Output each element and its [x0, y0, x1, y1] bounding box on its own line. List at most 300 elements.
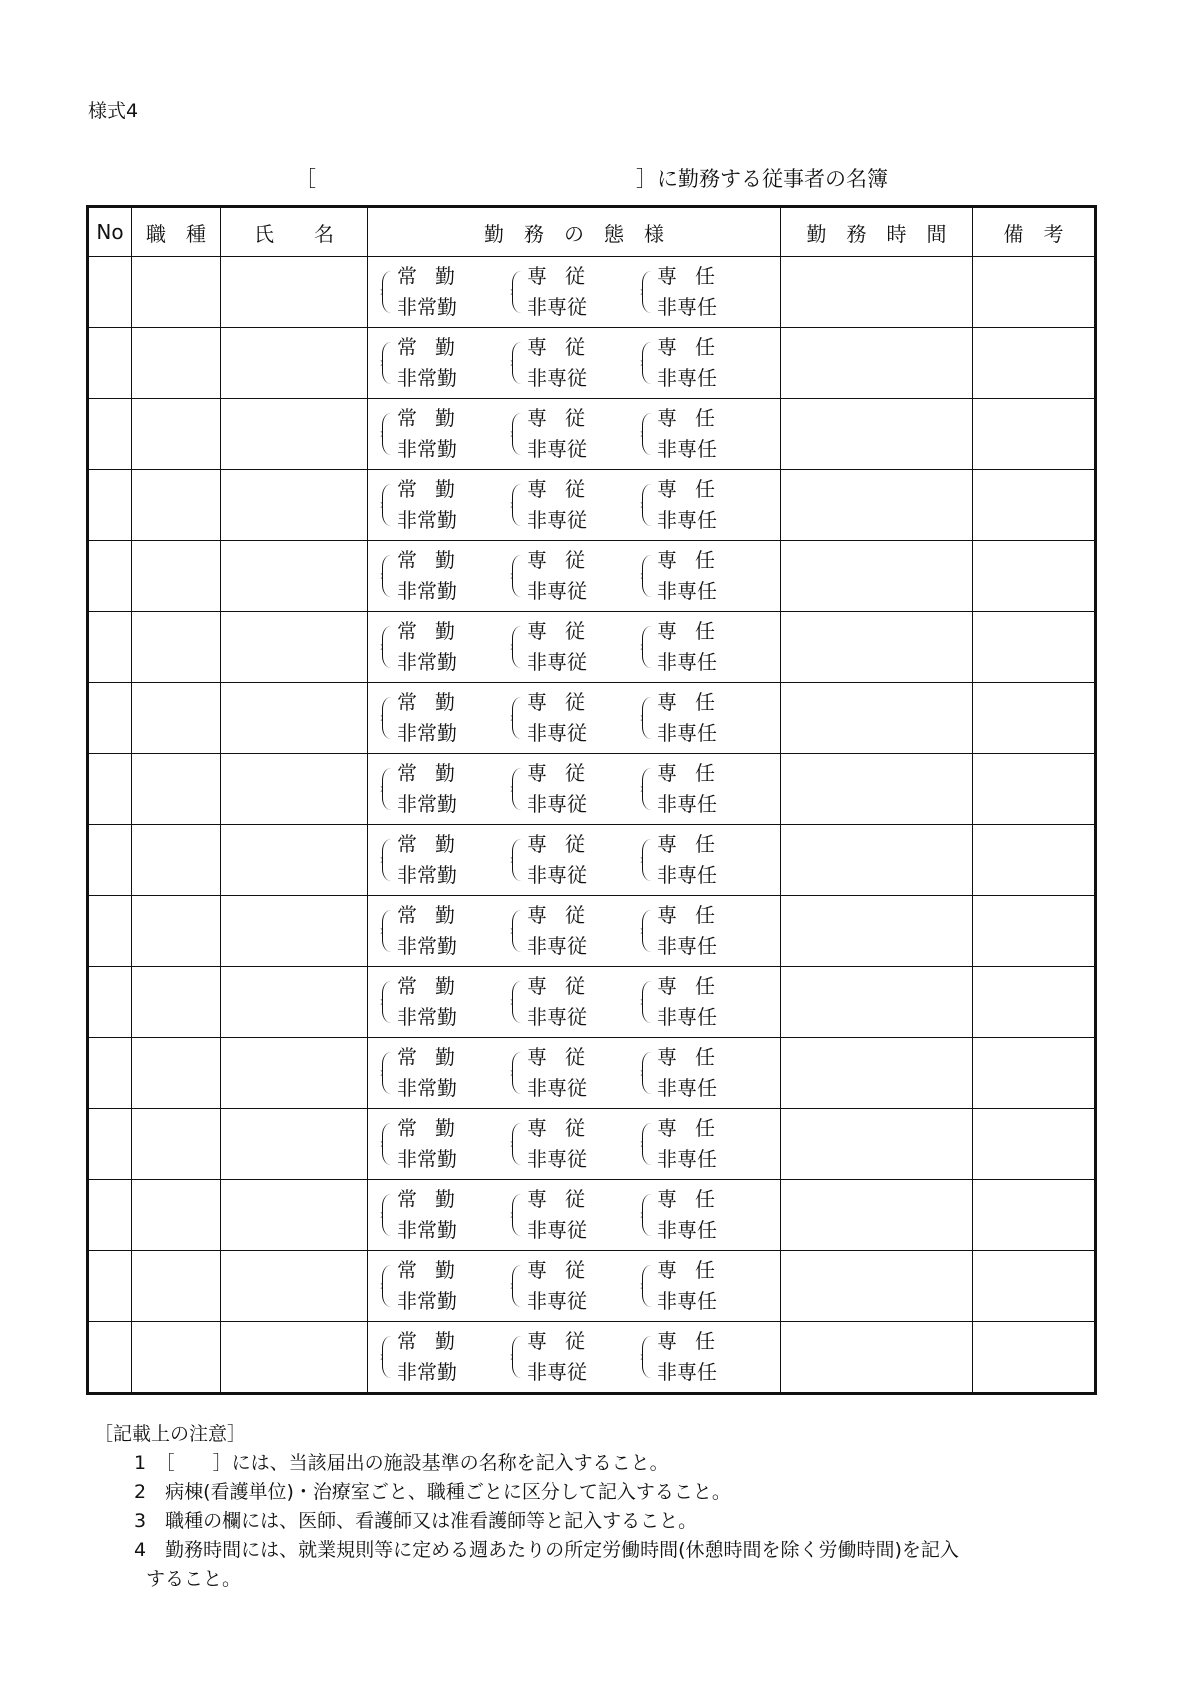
title-bracket-open: ［ — [295, 167, 316, 191]
curly-brace-icon — [382, 413, 392, 455]
employment-options — [368, 545, 780, 607]
option-top-label: 常勤 — [397, 1258, 473, 1282]
employment-option-group[interactable] — [382, 971, 508, 1033]
cell-name[interactable] — [221, 541, 368, 612]
option-top-label: 専任 — [657, 619, 733, 643]
option-bottom-label: 非専従 — [527, 863, 587, 887]
curly-brace-icon — [642, 697, 652, 739]
employment-option-group[interactable] — [512, 474, 638, 536]
cell-employment-form — [368, 1251, 781, 1322]
cell-employment-form — [368, 1322, 781, 1394]
option-top-label: 常勤 — [397, 619, 473, 643]
option-bottom-label: 非専任 — [657, 366, 717, 390]
cell-employment-form — [368, 1180, 781, 1251]
option-bottom-label: 非専任 — [657, 1289, 717, 1313]
option-bottom-label: 非専任 — [657, 863, 717, 887]
cell-remarks[interactable] — [973, 683, 1096, 754]
option-bottom-label: 非常勤 — [397, 1147, 457, 1171]
employment-option-group[interactable] — [382, 1255, 508, 1317]
employment-options — [368, 1042, 780, 1104]
curly-brace-icon — [512, 271, 522, 313]
employment-option-group[interactable] — [512, 261, 638, 323]
option-top-label: 専従 — [527, 1045, 603, 1069]
option-top-label: 常勤 — [397, 761, 473, 785]
option-bottom-label: 非専任 — [657, 508, 717, 532]
cell-employment-form — [368, 825, 781, 896]
option-top-label: 専任 — [657, 548, 733, 572]
employment-option-group[interactable] — [512, 971, 638, 1033]
employment-option-group[interactable] — [382, 900, 508, 962]
cell-job-type[interactable] — [132, 328, 221, 399]
curly-brace-icon — [512, 1194, 522, 1236]
cell-name[interactable] — [221, 967, 368, 1038]
option-bottom-label: 非常勤 — [397, 1289, 457, 1313]
cell-name[interactable] — [221, 825, 368, 896]
curly-brace-icon — [382, 484, 392, 526]
cell-employment-form — [368, 612, 781, 683]
employment-option-group[interactable] — [512, 758, 638, 820]
cell-no[interactable] — [88, 399, 132, 470]
option-bottom-label: 非専任 — [657, 1005, 717, 1029]
option-top-label: 専任 — [657, 1329, 733, 1353]
employment-option-group[interactable] — [382, 545, 508, 607]
cell-work-hours[interactable] — [781, 683, 973, 754]
table-row — [88, 328, 1096, 399]
option-top-label: 専任 — [657, 1187, 733, 1211]
cell-employment-form — [368, 328, 781, 399]
cell-job-type[interactable] — [132, 1109, 221, 1180]
cell-job-type[interactable] — [132, 1251, 221, 1322]
option-top-label: 専従 — [527, 619, 603, 643]
employment-options — [368, 687, 780, 749]
cell-remarks[interactable] — [973, 1322, 1096, 1394]
curly-brace-icon — [512, 839, 522, 881]
option-bottom-label: 非常勤 — [397, 579, 457, 603]
cell-work-hours[interactable] — [781, 1109, 973, 1180]
curly-brace-icon — [642, 626, 652, 668]
cell-work-hours[interactable] — [781, 896, 973, 967]
employment-option-group[interactable] — [512, 1326, 638, 1388]
employment-option-group[interactable] — [382, 332, 508, 394]
cell-employment-form — [368, 754, 781, 825]
curly-brace-icon — [382, 1052, 392, 1094]
option-bottom-label: 非専任 — [657, 437, 717, 461]
option-bottom-label: 非専従 — [527, 1218, 587, 1242]
employment-option-group[interactable] — [382, 261, 508, 323]
employment-option-group[interactable] — [382, 403, 508, 465]
option-bottom-label: 非専従 — [527, 792, 587, 816]
cell-no[interactable] — [88, 1180, 132, 1251]
table-row — [88, 683, 1096, 754]
employment-option-group[interactable] — [642, 829, 768, 891]
cell-name[interactable] — [221, 683, 368, 754]
employment-option-group[interactable] — [512, 900, 638, 962]
option-bottom-label: 非専従 — [527, 1147, 587, 1171]
curly-brace-icon — [382, 1194, 392, 1236]
cell-job-type[interactable] — [132, 612, 221, 683]
header-no: No — [88, 207, 132, 257]
cell-name[interactable] — [221, 257, 368, 328]
option-top-label: 専任 — [657, 477, 733, 501]
curly-brace-icon — [382, 1336, 392, 1378]
cell-no[interactable] — [88, 825, 132, 896]
cell-job-type[interactable] — [132, 1180, 221, 1251]
cell-no[interactable] — [88, 1038, 132, 1109]
table-row — [88, 470, 1096, 541]
employment-option-group[interactable] — [512, 616, 638, 678]
curly-brace-icon — [512, 910, 522, 952]
option-bottom-label: 非常勤 — [397, 792, 457, 816]
option-bottom-label: 非専従 — [527, 295, 587, 319]
cell-work-hours[interactable] — [781, 825, 973, 896]
employment-option-group[interactable] — [512, 687, 638, 749]
header-job-type: 職 種 — [132, 207, 221, 257]
option-bottom-label: 非専任 — [657, 650, 717, 674]
cell-remarks[interactable] — [973, 1109, 1096, 1180]
note-item: 2 病棟(看護単位)・治療室ごと、職種ごとに区分して記入すること。 — [134, 1481, 731, 1503]
cell-no[interactable] — [88, 328, 132, 399]
curly-brace-icon — [512, 1336, 522, 1378]
cell-work-hours[interactable] — [781, 967, 973, 1038]
cell-remarks[interactable] — [973, 825, 1096, 896]
option-bottom-label: 非常勤 — [397, 934, 457, 958]
employment-option-group[interactable] — [512, 403, 638, 465]
header-name: 氏 名 — [221, 207, 368, 257]
option-top-label: 常勤 — [397, 406, 473, 430]
table-row — [88, 896, 1096, 967]
employment-option-group[interactable] — [642, 1255, 768, 1317]
cell-no[interactable] — [88, 1251, 132, 1322]
curly-brace-icon — [642, 768, 652, 810]
cell-remarks[interactable] — [973, 399, 1096, 470]
option-bottom-label: 非常勤 — [397, 437, 457, 461]
cell-job-type[interactable] — [132, 754, 221, 825]
cell-work-hours[interactable] — [781, 1180, 973, 1251]
option-top-label: 専任 — [657, 690, 733, 714]
employment-option-group[interactable] — [512, 829, 638, 891]
option-bottom-label: 非専任 — [657, 1147, 717, 1171]
form-label: 様式4 — [88, 100, 139, 122]
cell-job-type[interactable] — [132, 470, 221, 541]
cell-name[interactable] — [221, 1180, 368, 1251]
option-top-label: 専従 — [527, 335, 603, 359]
option-top-label: 専従 — [527, 690, 603, 714]
curly-brace-icon — [512, 413, 522, 455]
employment-option-group[interactable] — [382, 829, 508, 891]
option-top-label: 専任 — [657, 1258, 733, 1282]
cell-remarks[interactable] — [973, 541, 1096, 612]
option-top-label: 専任 — [657, 406, 733, 430]
cell-name[interactable] — [221, 1109, 368, 1180]
option-bottom-label: 非専従 — [527, 437, 587, 461]
option-top-label: 常勤 — [397, 264, 473, 288]
option-top-label: 常勤 — [397, 548, 473, 572]
option-top-label: 専任 — [657, 832, 733, 856]
option-bottom-label: 非常勤 — [397, 295, 457, 319]
employment-option-group[interactable] — [382, 474, 508, 536]
option-bottom-label: 非専従 — [527, 1360, 587, 1384]
employment-option-group[interactable] — [382, 1184, 508, 1246]
cell-work-hours[interactable] — [781, 1322, 973, 1394]
notes-section — [94, 1420, 1094, 1594]
header-work-hours: 勤 務 時 間 — [781, 207, 973, 257]
option-top-label: 専任 — [657, 1116, 733, 1140]
employment-option-group[interactable] — [642, 1326, 768, 1388]
cell-employment-form — [368, 1109, 781, 1180]
cell-employment-form — [368, 967, 781, 1038]
cell-no[interactable] — [88, 683, 132, 754]
option-bottom-label: 非常勤 — [397, 863, 457, 887]
header-employment-form: 勤 務 の 態 様 — [368, 207, 781, 257]
option-bottom-label: 非専任 — [657, 579, 717, 603]
option-bottom-label: 非専従 — [527, 508, 587, 532]
cell-employment-form — [368, 470, 781, 541]
cell-remarks[interactable] — [973, 967, 1096, 1038]
cell-no[interactable] — [88, 754, 132, 825]
option-top-label: 専従 — [527, 477, 603, 501]
option-top-label: 常勤 — [397, 903, 473, 927]
table-row — [88, 541, 1096, 612]
employment-option-group[interactable] — [382, 687, 508, 749]
curly-brace-icon — [642, 484, 652, 526]
option-top-label: 専従 — [527, 406, 603, 430]
cell-work-hours[interactable] — [781, 257, 973, 328]
header-remarks: 備 考 — [973, 207, 1096, 257]
cell-remarks[interactable] — [973, 328, 1096, 399]
employment-options — [368, 1113, 780, 1175]
cell-job-type[interactable] — [132, 683, 221, 754]
employment-option-group[interactable] — [642, 900, 768, 962]
cell-job-type[interactable] — [132, 967, 221, 1038]
option-top-label: 専従 — [527, 761, 603, 785]
cell-work-hours[interactable] — [781, 541, 973, 612]
option-bottom-label: 非専任 — [657, 1218, 717, 1242]
cell-no[interactable] — [88, 967, 132, 1038]
employment-option-group[interactable] — [382, 758, 508, 820]
employment-option-group[interactable] — [642, 1042, 768, 1104]
curly-brace-icon — [512, 768, 522, 810]
option-bottom-label: 非常勤 — [397, 1360, 457, 1384]
cell-employment-form — [368, 399, 781, 470]
cell-job-type[interactable] — [132, 1038, 221, 1109]
employment-option-group[interactable] — [642, 687, 768, 749]
curly-brace-icon — [642, 910, 652, 952]
employment-option-group[interactable] — [512, 1042, 638, 1104]
employment-options — [368, 616, 780, 678]
curly-brace-icon — [512, 484, 522, 526]
cell-name[interactable] — [221, 470, 368, 541]
option-bottom-label: 非専任 — [657, 295, 717, 319]
curly-brace-icon — [512, 981, 522, 1023]
cell-job-type[interactable] — [132, 257, 221, 328]
option-bottom-label: 非常勤 — [397, 1005, 457, 1029]
cell-work-hours[interactable] — [781, 754, 973, 825]
employment-option-group[interactable] — [642, 474, 768, 536]
employment-option-group[interactable] — [642, 403, 768, 465]
cell-no[interactable] — [88, 470, 132, 541]
employment-options — [368, 1255, 780, 1317]
option-top-label: 専従 — [527, 264, 603, 288]
cell-work-hours[interactable] — [781, 399, 973, 470]
employment-option-group[interactable] — [642, 971, 768, 1033]
cell-name[interactable] — [221, 1038, 368, 1109]
option-bottom-label: 非常勤 — [397, 1076, 457, 1100]
cell-no[interactable] — [88, 1322, 132, 1394]
option-top-label: 常勤 — [397, 690, 473, 714]
curly-brace-icon — [642, 1336, 652, 1378]
curly-brace-icon — [642, 1123, 652, 1165]
option-bottom-label: 非専任 — [657, 1076, 717, 1100]
curly-brace-icon — [642, 555, 652, 597]
cell-employment-form — [368, 257, 781, 328]
cell-remarks[interactable] — [973, 470, 1096, 541]
employment-option-group[interactable] — [512, 1184, 638, 1246]
table-row — [88, 1038, 1096, 1109]
curly-brace-icon — [382, 839, 392, 881]
employment-option-group[interactable] — [512, 332, 638, 394]
employment-option-group[interactable] — [382, 1042, 508, 1104]
cell-employment-form — [368, 541, 781, 612]
employment-options — [368, 261, 780, 323]
cell-no[interactable] — [88, 896, 132, 967]
option-top-label: 常勤 — [397, 832, 473, 856]
cell-name[interactable] — [221, 612, 368, 683]
table-row — [88, 967, 1096, 1038]
cell-job-type[interactable] — [132, 399, 221, 470]
option-bottom-label: 非専任 — [657, 721, 717, 745]
cell-name[interactable] — [221, 1251, 368, 1322]
employment-option-group[interactable] — [382, 1113, 508, 1175]
option-top-label: 常勤 — [397, 974, 473, 998]
cell-remarks[interactable] — [973, 257, 1096, 328]
option-bottom-label: 非専従 — [527, 579, 587, 603]
employment-option-group[interactable] — [382, 616, 508, 678]
option-top-label: 専任 — [657, 903, 733, 927]
employment-options — [368, 971, 780, 1033]
option-bottom-label: 非専従 — [527, 1289, 587, 1313]
option-bottom-label: 非専任 — [657, 792, 717, 816]
cell-name[interactable] — [221, 328, 368, 399]
cell-no[interactable] — [88, 541, 132, 612]
cell-name[interactable] — [221, 754, 368, 825]
table-row — [88, 825, 1096, 896]
option-top-label: 常勤 — [397, 1329, 473, 1353]
curly-brace-icon — [382, 768, 392, 810]
cell-employment-form — [368, 896, 781, 967]
option-top-label: 専従 — [527, 832, 603, 856]
cell-remarks[interactable] — [973, 754, 1096, 825]
employment-option-group[interactable] — [642, 616, 768, 678]
curly-brace-icon — [512, 1265, 522, 1307]
employment-option-group[interactable] — [512, 1255, 638, 1317]
cell-remarks[interactable] — [973, 612, 1096, 683]
cell-job-type[interactable] — [132, 1322, 221, 1394]
cell-remarks[interactable] — [973, 1038, 1096, 1109]
table-row — [88, 399, 1096, 470]
employment-option-group[interactable] — [512, 1113, 638, 1175]
employment-option-group[interactable] — [642, 758, 768, 820]
option-top-label: 専従 — [527, 548, 603, 572]
cell-no[interactable] — [88, 257, 132, 328]
option-bottom-label: 非常勤 — [397, 1218, 457, 1242]
cell-remarks[interactable] — [973, 1251, 1096, 1322]
cell-job-type[interactable] — [132, 541, 221, 612]
cell-job-type[interactable] — [132, 825, 221, 896]
cell-employment-form — [368, 1038, 781, 1109]
curly-brace-icon — [382, 626, 392, 668]
employment-option-group[interactable] — [642, 545, 768, 607]
curly-brace-icon — [642, 413, 652, 455]
cell-name[interactable] — [221, 1322, 368, 1394]
cell-remarks[interactable] — [973, 896, 1096, 967]
option-top-label: 常勤 — [397, 477, 473, 501]
table-header-row — [88, 207, 1096, 257]
option-bottom-label: 非常勤 — [397, 366, 457, 390]
cell-job-type[interactable] — [132, 896, 221, 967]
employment-option-group[interactable] — [642, 261, 768, 323]
staff-roster-table — [86, 205, 1097, 1395]
option-top-label: 専任 — [657, 264, 733, 288]
cell-work-hours[interactable] — [781, 470, 973, 541]
option-top-label: 専従 — [527, 1116, 603, 1140]
employment-options — [368, 758, 780, 820]
curly-brace-icon — [512, 342, 522, 384]
employment-option-group[interactable] — [642, 332, 768, 394]
cell-employment-form — [368, 683, 781, 754]
curly-brace-icon — [642, 342, 652, 384]
cell-name[interactable] — [221, 399, 368, 470]
employment-options — [368, 900, 780, 962]
curly-brace-icon — [382, 342, 392, 384]
employment-option-group[interactable] — [512, 545, 638, 607]
cell-no[interactable] — [88, 1109, 132, 1180]
employment-option-group[interactable] — [642, 1184, 768, 1246]
option-bottom-label: 非専任 — [657, 934, 717, 958]
table-row — [88, 1322, 1096, 1394]
table-row — [88, 257, 1096, 328]
option-bottom-label: 非常勤 — [397, 508, 457, 532]
cell-no[interactable] — [88, 612, 132, 683]
employment-options — [368, 474, 780, 536]
note-item: 3 職種の欄には、医師、看護師又は准看護師等と記入すること。 — [134, 1510, 698, 1532]
note-item-continuation: すること。 — [146, 1568, 242, 1590]
curly-brace-icon — [512, 626, 522, 668]
table-row — [88, 1180, 1096, 1251]
cell-work-hours[interactable] — [781, 328, 973, 399]
option-top-label: 専従 — [527, 974, 603, 998]
option-top-label: 常勤 — [397, 1187, 473, 1211]
table-row — [88, 1109, 1096, 1180]
cell-remarks[interactable] — [973, 1180, 1096, 1251]
option-top-label: 専任 — [657, 974, 733, 998]
option-bottom-label: 非専任 — [657, 1360, 717, 1384]
employment-option-group[interactable] — [382, 1326, 508, 1388]
curly-brace-icon — [382, 555, 392, 597]
curly-brace-icon — [512, 1123, 522, 1165]
option-bottom-label: 非常勤 — [397, 650, 457, 674]
curly-brace-icon — [642, 1194, 652, 1236]
employment-options — [368, 1326, 780, 1388]
cell-name[interactable] — [221, 896, 368, 967]
curly-brace-icon — [382, 981, 392, 1023]
cell-work-hours[interactable] — [781, 1038, 973, 1109]
option-bottom-label: 非専従 — [527, 1076, 587, 1100]
curly-brace-icon — [512, 1052, 522, 1094]
cell-work-hours[interactable] — [781, 612, 973, 683]
employment-option-group[interactable] — [642, 1113, 768, 1175]
table-row — [88, 612, 1096, 683]
cell-work-hours[interactable] — [781, 1251, 973, 1322]
